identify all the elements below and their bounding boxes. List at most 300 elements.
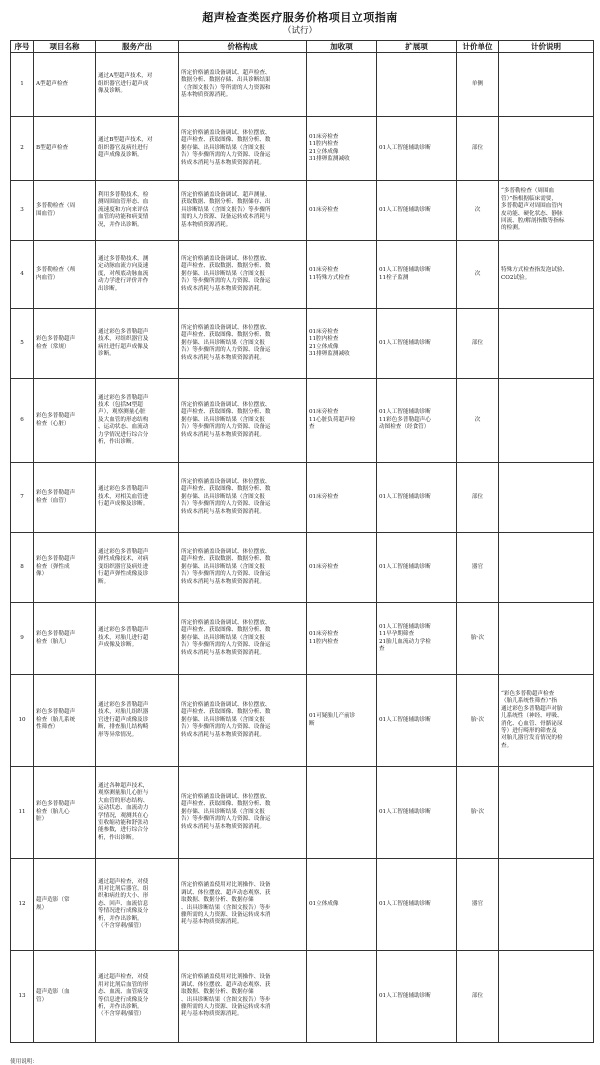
service-output-line: 组织器官进行超声成 xyxy=(98,80,149,87)
price-composition-line: 超声检查、获取图像、数据分析、数 xyxy=(181,409,271,416)
row-number: 6 xyxy=(20,416,24,423)
service-output-line: 定动脉血流方向及速 xyxy=(98,263,149,270)
surcharge-items-line: 31排卵监测减收 xyxy=(309,350,350,357)
row-number: 2 xyxy=(20,144,24,151)
service-output-line: 能参数，进行综合分 xyxy=(98,827,149,834)
pricing-unit-cell xyxy=(457,463,499,533)
extension-items-line: 01人工智能辅助诊断 xyxy=(379,339,431,346)
pricing-notes-line: （胎儿系统性筛查）”指 xyxy=(501,698,557,705)
service-output-line: 病灶进行超声成像及 xyxy=(98,343,149,350)
document-title: 超声检查类医疗服务价格项目立项指南 xyxy=(202,11,398,24)
column-header: 扩展项 xyxy=(377,41,457,53)
service-output-line: 织和病灶的大小、形 xyxy=(98,893,149,900)
service-output-cell xyxy=(96,675,179,767)
pricing-notes-cell xyxy=(499,181,594,241)
item-name-line: 彩色多普勒超声 xyxy=(36,336,76,343)
price-composition-line: 转成本消耗与基本物质资源消耗。 xyxy=(181,354,265,361)
extension-items-cell xyxy=(377,675,457,767)
extension-items-cell xyxy=(377,603,457,675)
extension-items-line: 01人工智能辅助诊断 xyxy=(379,206,431,213)
pricing-notes-line: 查。 xyxy=(501,742,513,749)
extension-items-cell xyxy=(377,533,457,603)
price-composition-line: 骤所需的人力资源、设备运转成本消 xyxy=(181,1003,271,1010)
pricing-notes-cell xyxy=(499,379,594,463)
price-composition-line: 取数据、数据分析、数据存储 xyxy=(181,989,254,996)
service-output-line: 通过彩色多普勒超声 xyxy=(98,548,149,555)
service-output-line: 技术，对组织器官及 xyxy=(98,336,149,343)
service-output-cell xyxy=(96,241,179,309)
extension-items-line: 01人工智能辅助诊断 xyxy=(379,808,431,815)
service-output-line: 态、回声、血流信息 xyxy=(98,900,149,907)
service-output-line: 通过各种超声技术， xyxy=(98,782,149,789)
service-output-line: 形等异常情况。 xyxy=(98,731,138,738)
price-composition-line: 具诊断结果（含图文报告）等步骤所 xyxy=(181,206,271,213)
price-composition-line: 基本物质资源消耗。 xyxy=(181,221,232,228)
price-composition-line: 转成本消耗与基本物质资源消耗。 xyxy=(181,578,265,585)
pricing-notes-line: 通过彩色多普勒超声对胎 xyxy=(501,705,563,712)
service-output-line: 断。 xyxy=(98,578,110,585)
item-name-cell xyxy=(34,181,96,241)
extension-items-line: 01人工智能辅助诊断 xyxy=(379,409,431,416)
service-output-line: 通过B型超声技术，对 xyxy=(98,137,153,144)
item-name-line: 彩色多普勒超声 xyxy=(36,556,76,563)
pricing-unit: 部位 xyxy=(471,493,484,500)
price-composition-line: 调试、体位摆放、超声动态观察、获 xyxy=(181,981,271,988)
service-output-cell xyxy=(96,379,179,463)
service-output-line: 通过超声检查，对使 xyxy=(98,878,149,885)
service-output-line: 行超声弹性成像及诊 xyxy=(98,571,149,578)
pricing-notes-cell xyxy=(499,603,594,675)
row-number: 1 xyxy=(20,80,24,87)
price-composition-line: 所定价格涵盖设备调试、体位摆放、 xyxy=(181,548,271,555)
table-row xyxy=(11,53,594,117)
surcharge-items-line: 01床旁检查 xyxy=(309,409,339,416)
price-composition-line: 所定价格涵盖设备调试、体位摆放、 xyxy=(181,478,271,485)
service-output-line: 官进行超声成像及诊 xyxy=(98,716,149,723)
price-composition-cell xyxy=(179,463,307,533)
surcharge-items-line: 11特殊方式检查 xyxy=(309,274,350,281)
surcharge-items-line: 21立体成像 xyxy=(309,343,339,350)
extension-items-cell xyxy=(377,53,457,117)
item-name-cell xyxy=(34,53,96,117)
service-output-cell xyxy=(96,533,179,603)
pricing-notes-line: 对胎儿器官发育情况的检 xyxy=(501,735,563,742)
table-row xyxy=(11,379,594,463)
price-composition-line: 转成本消耗与基本物质资源消耗。 xyxy=(181,159,265,166)
service-output-cell xyxy=(96,309,179,379)
extension-items-cell xyxy=(377,859,457,951)
row-number: 5 xyxy=(20,339,24,346)
price-composition-line: 据存储、出具诊断结果（含图文报 xyxy=(181,716,265,723)
service-output-line: 力学情况进行综合分 xyxy=(98,431,149,438)
service-output-line: 室收缩功能和舒张功 xyxy=(98,819,149,826)
pricing-notes-line: 皮功能、硬化状态、静脉 xyxy=(501,210,563,217)
price-composition-line: 所定价格涵盖设备调试、体位摆放、 xyxy=(181,401,271,408)
extension-items-line: 查 xyxy=(379,645,385,652)
row-number: 3 xyxy=(20,206,24,213)
item-name-line: 彩色多普勒超声 xyxy=(36,490,76,497)
item-name-line: 检查（血管） xyxy=(36,497,70,504)
row-number-cell xyxy=(11,533,34,603)
extension-items-line: 01人工智能辅助诊断 xyxy=(379,144,431,151)
row-number: 9 xyxy=(20,634,24,641)
price-composition-line: 据存储、出具诊断结果（含图文报 xyxy=(181,808,265,815)
surcharge-items-cell xyxy=(307,181,377,241)
row-number: 12 xyxy=(18,900,26,907)
item-name-cell xyxy=(34,463,96,533)
pricing-notes-cell xyxy=(499,309,594,379)
item-name-line: 彩色多普勒超声 xyxy=(36,631,76,638)
surcharge-items-cell xyxy=(307,533,377,603)
item-name-line: 像） xyxy=(36,571,48,578)
row-number-cell xyxy=(11,181,34,241)
service-output-line: 出诊断。 xyxy=(98,285,121,292)
surcharge-items-line: 断 xyxy=(309,720,315,727)
service-output-line: 行超声成像及诊断。 xyxy=(98,501,149,508)
surcharge-items-line: 31排卵监测减收 xyxy=(309,155,350,162)
price-composition-line: 转成本消耗与基本物质资源消耗。 xyxy=(181,731,265,738)
price-composition-line: 所定价格涵盖设备调试、超声测量、 xyxy=(181,191,271,198)
service-output-line: 流速度和方向来评估 xyxy=(98,206,149,213)
pricing-notes-line: 儿系统性（神经、呼吸、 xyxy=(501,713,563,720)
service-output-line: 、运动状态、血流动 xyxy=(98,424,149,431)
price-composition-line: 获取数据、数据分析、数据储存、出 xyxy=(181,199,271,206)
price-composition-line: 告）等步骤所需的人力资源、设备运 xyxy=(181,424,271,431)
pricing-unit-cell xyxy=(457,767,499,859)
service-output-line: （不含穿刺/插管） xyxy=(98,923,145,930)
price-composition-line: 据存储、出具诊断结果（含图文报 xyxy=(181,144,265,151)
service-output-line: 通过彩色多普勒超声 xyxy=(98,486,149,493)
row-number: 13 xyxy=(18,992,26,999)
row-number-cell xyxy=(11,309,34,379)
price-composition-line: 所定价格涵盖设备调试、体位摆放、 xyxy=(181,701,271,708)
pricing-unit-cell xyxy=(457,117,499,181)
price-composition-line: 需的人力资源、设备运转成本消耗与 xyxy=(181,214,271,221)
extension-items-line: 01人工智能辅助诊断 xyxy=(379,716,431,723)
price-composition-line: 据存储、出具诊断结果（含图文报 xyxy=(181,416,265,423)
price-composition-line: 超声检查、获取数据、数据分析、数 xyxy=(181,556,271,563)
surcharge-items-line: 01床旁检查 xyxy=(309,563,339,570)
surcharge-items-cell xyxy=(307,859,377,951)
surcharge-items-line: 11心脏负荷超声检 xyxy=(309,416,356,423)
service-output-line: 态、血流、血管病变 xyxy=(98,989,149,996)
pricing-unit: 部位 xyxy=(471,339,484,346)
service-output-cell xyxy=(96,767,179,859)
price-composition-cell xyxy=(179,767,307,859)
pricing-unit-cell xyxy=(457,241,499,309)
extension-items-line: 01人工智能辅助诊断 xyxy=(379,563,431,570)
pricing-notes-cell xyxy=(499,951,594,1043)
table-row xyxy=(11,533,594,603)
service-output-line: 析，作出诊断。 xyxy=(98,834,138,841)
item-name-line: 彩色多普勒超声 xyxy=(36,413,76,420)
price-composition-line: 超声检查、获取图像、数据分析、数 xyxy=(181,627,271,634)
item-name-cell xyxy=(34,767,96,859)
row-number: 11 xyxy=(18,808,26,815)
service-output-line: 像及诊断。 xyxy=(98,88,126,95)
price-composition-line: 告）等步骤所需的人力资源、设备运 xyxy=(181,571,271,578)
price-composition-cell xyxy=(179,859,307,951)
item-name-cell xyxy=(34,241,96,309)
price-composition-line: 所定价格涵盖使用对比剂操作、设备 xyxy=(181,882,271,889)
price-composition-cell xyxy=(179,951,307,1043)
extension-items-cell xyxy=(377,951,457,1043)
price-composition-line: 据存储、出具诊断结果（含图文报 xyxy=(181,339,265,346)
price-composition-line: 所定价格涵盖设备调试、体位摆放、 xyxy=(181,619,271,626)
pricing-unit: 次 xyxy=(474,416,481,423)
item-name-cell xyxy=(34,859,96,951)
price-composition-line: 据存储、出具诊断结果（含图文报 xyxy=(181,270,265,277)
pricing-notes-line: CO2试验。 xyxy=(501,274,531,281)
pricing-notes-line: 多普勒超声对周围血管内 xyxy=(501,203,563,210)
pricing-unit: 器官 xyxy=(471,563,484,570)
surcharge-items-line: 查 xyxy=(309,424,315,431)
row-number-cell xyxy=(11,767,34,859)
item-name-line: 检查（胎儿心 xyxy=(36,808,70,815)
column-header: 价格构成 xyxy=(179,41,307,53)
service-output-line: 技术，对胎儿组织器 xyxy=(98,709,149,716)
pricing-notes-line: 的检测。 xyxy=(501,225,524,232)
item-name-line: A型超声检查 xyxy=(36,80,69,87)
price-composition-line: 、出具诊断结果（含图文报告）等步 xyxy=(181,996,271,1003)
price-composition-cell xyxy=(179,603,307,675)
service-output-line: 声），观察测量心脏 xyxy=(98,409,146,416)
pricing-notes-cell xyxy=(499,463,594,533)
surcharge-items-line: 01床旁检查 xyxy=(309,267,339,274)
usage-notes-label: 使用说明： xyxy=(10,1059,38,1065)
extension-items-cell xyxy=(377,379,457,463)
service-output-cell xyxy=(96,181,179,241)
pricing-unit: 器官 xyxy=(471,900,484,907)
extension-items-cell xyxy=(377,309,457,379)
item-name-line: 性筛查） xyxy=(36,724,59,731)
surcharge-items-cell xyxy=(307,379,377,463)
column-header: 计价单位 xyxy=(457,41,499,53)
pricing-unit-cell xyxy=(457,53,499,117)
service-output-line: 大血管的形态结构、 xyxy=(98,797,149,804)
price-composition-line: 据存储、出具诊断结果（含图文报 xyxy=(181,634,265,641)
price-composition-line: 基本物质资源消耗。 xyxy=(181,91,232,98)
service-output-line: 组织器官及病灶进行 xyxy=(98,144,149,151)
service-output-line: 血管的功能和病变情 xyxy=(98,214,149,221)
pricing-unit: 次 xyxy=(474,270,481,277)
price-composition-line: 所定价格涵盖设备调试、体位摆放、 xyxy=(181,793,271,800)
surcharge-items-line: 01可疑胎儿产前诊 xyxy=(309,713,356,720)
price-composition-line: 、出具诊断结果（含图文报告）等步 xyxy=(181,904,271,911)
item-name-line: 超声造影（血 xyxy=(36,989,70,996)
price-composition-cell xyxy=(179,675,307,767)
table-row xyxy=(11,675,594,767)
price-composition-line: 告）等步骤所需的人力资源、设备运 xyxy=(181,816,271,823)
item-name-line: 检查（胎儿） xyxy=(36,638,70,645)
table-row xyxy=(11,309,594,379)
price-composition-cell xyxy=(179,241,307,309)
pricing-unit-cell xyxy=(457,379,499,463)
service-output-line: 学情况，观测其在心 xyxy=(98,812,149,819)
pricing-unit-cell xyxy=(457,309,499,379)
service-output-line: 况，并作出诊断。 xyxy=(98,221,143,228)
service-output-line: 动力学进行评价并作 xyxy=(98,278,149,285)
pricing-unit: 单侧 xyxy=(471,80,484,87)
extension-items-line: 01人工智能辅助诊断 xyxy=(379,493,431,500)
extension-items-line: 01人工智能辅助诊断 xyxy=(379,623,431,630)
price-composition-line: 据存储、出具诊断结果（含图文报 xyxy=(181,493,265,500)
service-output-line: 观察测量胎儿心脏与 xyxy=(98,790,149,797)
service-output-cell xyxy=(96,951,179,1043)
price-composition-cell xyxy=(179,309,307,379)
extension-items-cell xyxy=(377,241,457,309)
price-composition-cell xyxy=(179,181,307,241)
item-name-line: 检查（胎儿系统 xyxy=(36,716,76,723)
item-name-cell xyxy=(34,379,96,463)
service-output-line: 测周围血管形态、血 xyxy=(98,199,149,206)
item-name-line: 内血管） xyxy=(36,274,59,281)
pricing-notes-cell xyxy=(499,241,594,309)
pricing-notes-line: 回流、腔/解剖指数等指标 xyxy=(501,217,565,224)
pricing-table xyxy=(10,40,594,1043)
pricing-unit-cell xyxy=(457,533,499,603)
item-name-line: 彩色多普勒超声 xyxy=(36,709,76,716)
price-composition-line: 告）等步骤所需的人力资源、设备运 xyxy=(181,642,271,649)
pricing-unit-cell xyxy=(457,859,499,951)
item-name-cell xyxy=(34,309,96,379)
pricing-notes-line: “多普勒检查（周围血 xyxy=(501,188,555,195)
price-composition-line: 数据分析、数据存储、出具诊断结果 xyxy=(181,77,271,84)
price-composition-line: 超声检查、获取图像、数据分析、数 xyxy=(181,137,271,144)
service-output-line: 及大血管的形态结构 xyxy=(98,416,149,423)
price-composition-line: 转成本消耗与基本物质资源消耗。 xyxy=(181,649,265,656)
extension-items-cell xyxy=(377,767,457,859)
price-composition-cell xyxy=(179,379,307,463)
surcharge-items-cell xyxy=(307,603,377,675)
surcharge-items-line: 11腔内检查 xyxy=(309,336,339,343)
item-name-line: 规） xyxy=(36,904,48,911)
price-composition-line: 所定价格涵盖使用对比剂操作、设备 xyxy=(181,974,271,981)
item-name-line: 检查（常规） xyxy=(36,343,70,350)
surcharge-items-line: 01床旁检查 xyxy=(309,206,339,213)
service-output-line: 利用多普勒技术，检 xyxy=(98,191,149,198)
table-row xyxy=(11,117,594,181)
extension-items-line: 01人工智能辅助诊断 xyxy=(379,267,431,274)
service-output-line: 通过彩色多普勒超声 xyxy=(98,328,149,335)
service-output-line: 度，对颅底动脉血流 xyxy=(98,270,149,277)
pricing-notes-cell xyxy=(499,53,594,117)
table-row xyxy=(11,859,594,951)
pricing-notes-cell xyxy=(499,675,594,767)
item-name-line: 多普勒检查（周 xyxy=(36,203,76,210)
column-header: 加收项 xyxy=(307,41,377,53)
item-name-cell xyxy=(34,533,96,603)
price-composition-line: 转成本消耗与基本物质资源消耗。 xyxy=(181,285,265,292)
pricing-notes-cell xyxy=(499,767,594,859)
surcharge-items-line: 01床旁检查 xyxy=(309,631,339,638)
pricing-notes-line: 等）进行畸形的筛查及 xyxy=(501,727,557,734)
service-output-line: 通过超声检查，对使 xyxy=(98,974,149,981)
service-output-line: 通过彩色多普勒超声 xyxy=(98,394,149,401)
item-name-line: B型超声检查 xyxy=(36,144,69,151)
pricing-unit: 胎·次 xyxy=(471,716,484,723)
item-name-line: 彩色多普勒超声 xyxy=(36,801,76,808)
table-header-row xyxy=(11,41,594,53)
row-number-cell xyxy=(11,241,34,309)
pricing-notes-line: 特殊方式检查指发泡试验、 xyxy=(501,267,569,274)
price-composition-line: 告）等步骤所需的人力资源、设备运 xyxy=(181,347,271,354)
row-number-cell xyxy=(11,463,34,533)
pricing-unit: 部位 xyxy=(471,144,484,151)
extension-items-line: 21胎儿血流动力学检 xyxy=(379,638,431,645)
row-number-cell xyxy=(11,675,34,767)
row-number-cell xyxy=(11,379,34,463)
row-number-cell xyxy=(11,117,34,181)
pricing-unit: 部位 xyxy=(471,992,484,999)
service-output-line: 超声成像及诊断。 xyxy=(98,152,143,159)
service-output-line: 等情况进行成像及分 xyxy=(98,908,149,915)
service-output-line: （不含穿刺/插管） xyxy=(98,1011,145,1018)
table-row xyxy=(11,951,594,1043)
column-header: 项目名称 xyxy=(34,41,96,53)
pricing-notes-line: 消化、心血管、骨骼泌尿 xyxy=(501,720,563,727)
item-name-line: 管） xyxy=(36,996,48,1003)
row-number: 10 xyxy=(18,716,26,723)
service-output-cell xyxy=(96,859,179,951)
pricing-unit-cell xyxy=(457,181,499,241)
surcharge-items-cell xyxy=(307,675,377,767)
table-row xyxy=(11,463,594,533)
row-number-cell xyxy=(11,859,34,951)
table-row xyxy=(11,181,594,241)
price-composition-line: 所定价格涵盖设备调试、体位摆放、 xyxy=(181,324,271,331)
price-composition-line: 超声检查、获取数据、数据分析、数 xyxy=(181,263,271,270)
price-composition-line: 所定价格涵盖设备调试、体位摆放、 xyxy=(181,129,271,136)
row-number: 4 xyxy=(20,270,24,277)
table-body xyxy=(11,53,594,1043)
service-output-line: 用对比剂后血管的形 xyxy=(98,981,149,988)
surcharge-items-line: 01床旁检查 xyxy=(309,133,339,140)
service-output-line: 技术，对胎儿进行超 xyxy=(98,634,149,641)
extension-items-line: 11早孕期筛查 xyxy=(379,631,415,638)
extension-items-cell xyxy=(377,463,457,533)
extension-items-line: 11彩色多普勒超声心 xyxy=(379,416,431,423)
service-output-line: 析，作出诊断。 xyxy=(98,439,138,446)
column-header: 计价说明 xyxy=(499,41,594,53)
surcharge-items-cell xyxy=(307,309,377,379)
column-header: 服务产出 xyxy=(96,41,179,53)
item-name-line: 检查（心脏） xyxy=(36,420,70,427)
row-number-cell xyxy=(11,951,34,1043)
item-name-line: 超声造影（常 xyxy=(36,897,70,904)
service-output-line: 变组织器官及病灶进 xyxy=(98,563,149,570)
item-name-cell xyxy=(34,117,96,181)
service-output-cell xyxy=(96,603,179,675)
surcharge-items-cell xyxy=(307,53,377,117)
item-name-cell xyxy=(34,951,96,1043)
service-output-line: 运动状态、血流动力 xyxy=(98,805,149,812)
price-composition-line: 转成本消耗与基本物质资源消耗。 xyxy=(181,431,265,438)
service-output-cell xyxy=(96,117,179,181)
table-row xyxy=(11,767,594,859)
row-number-cell xyxy=(11,53,34,117)
item-name-cell xyxy=(34,603,96,675)
surcharge-items-cell xyxy=(307,241,377,309)
price-composition-line: 转成本消耗与基本物质资源消耗。 xyxy=(181,823,265,830)
service-output-line: 声成像及诊断。 xyxy=(98,642,138,649)
pricing-unit-cell xyxy=(457,603,499,675)
item-name-cell xyxy=(34,675,96,767)
price-composition-line: 骤所需的人力资源、设备运转成本消 xyxy=(181,911,271,918)
surcharge-items-line: 01立体成像 xyxy=(309,900,339,907)
surcharge-items-cell xyxy=(307,951,377,1043)
price-composition-line: 转成本消耗与基本物质资源消耗。 xyxy=(181,508,265,515)
